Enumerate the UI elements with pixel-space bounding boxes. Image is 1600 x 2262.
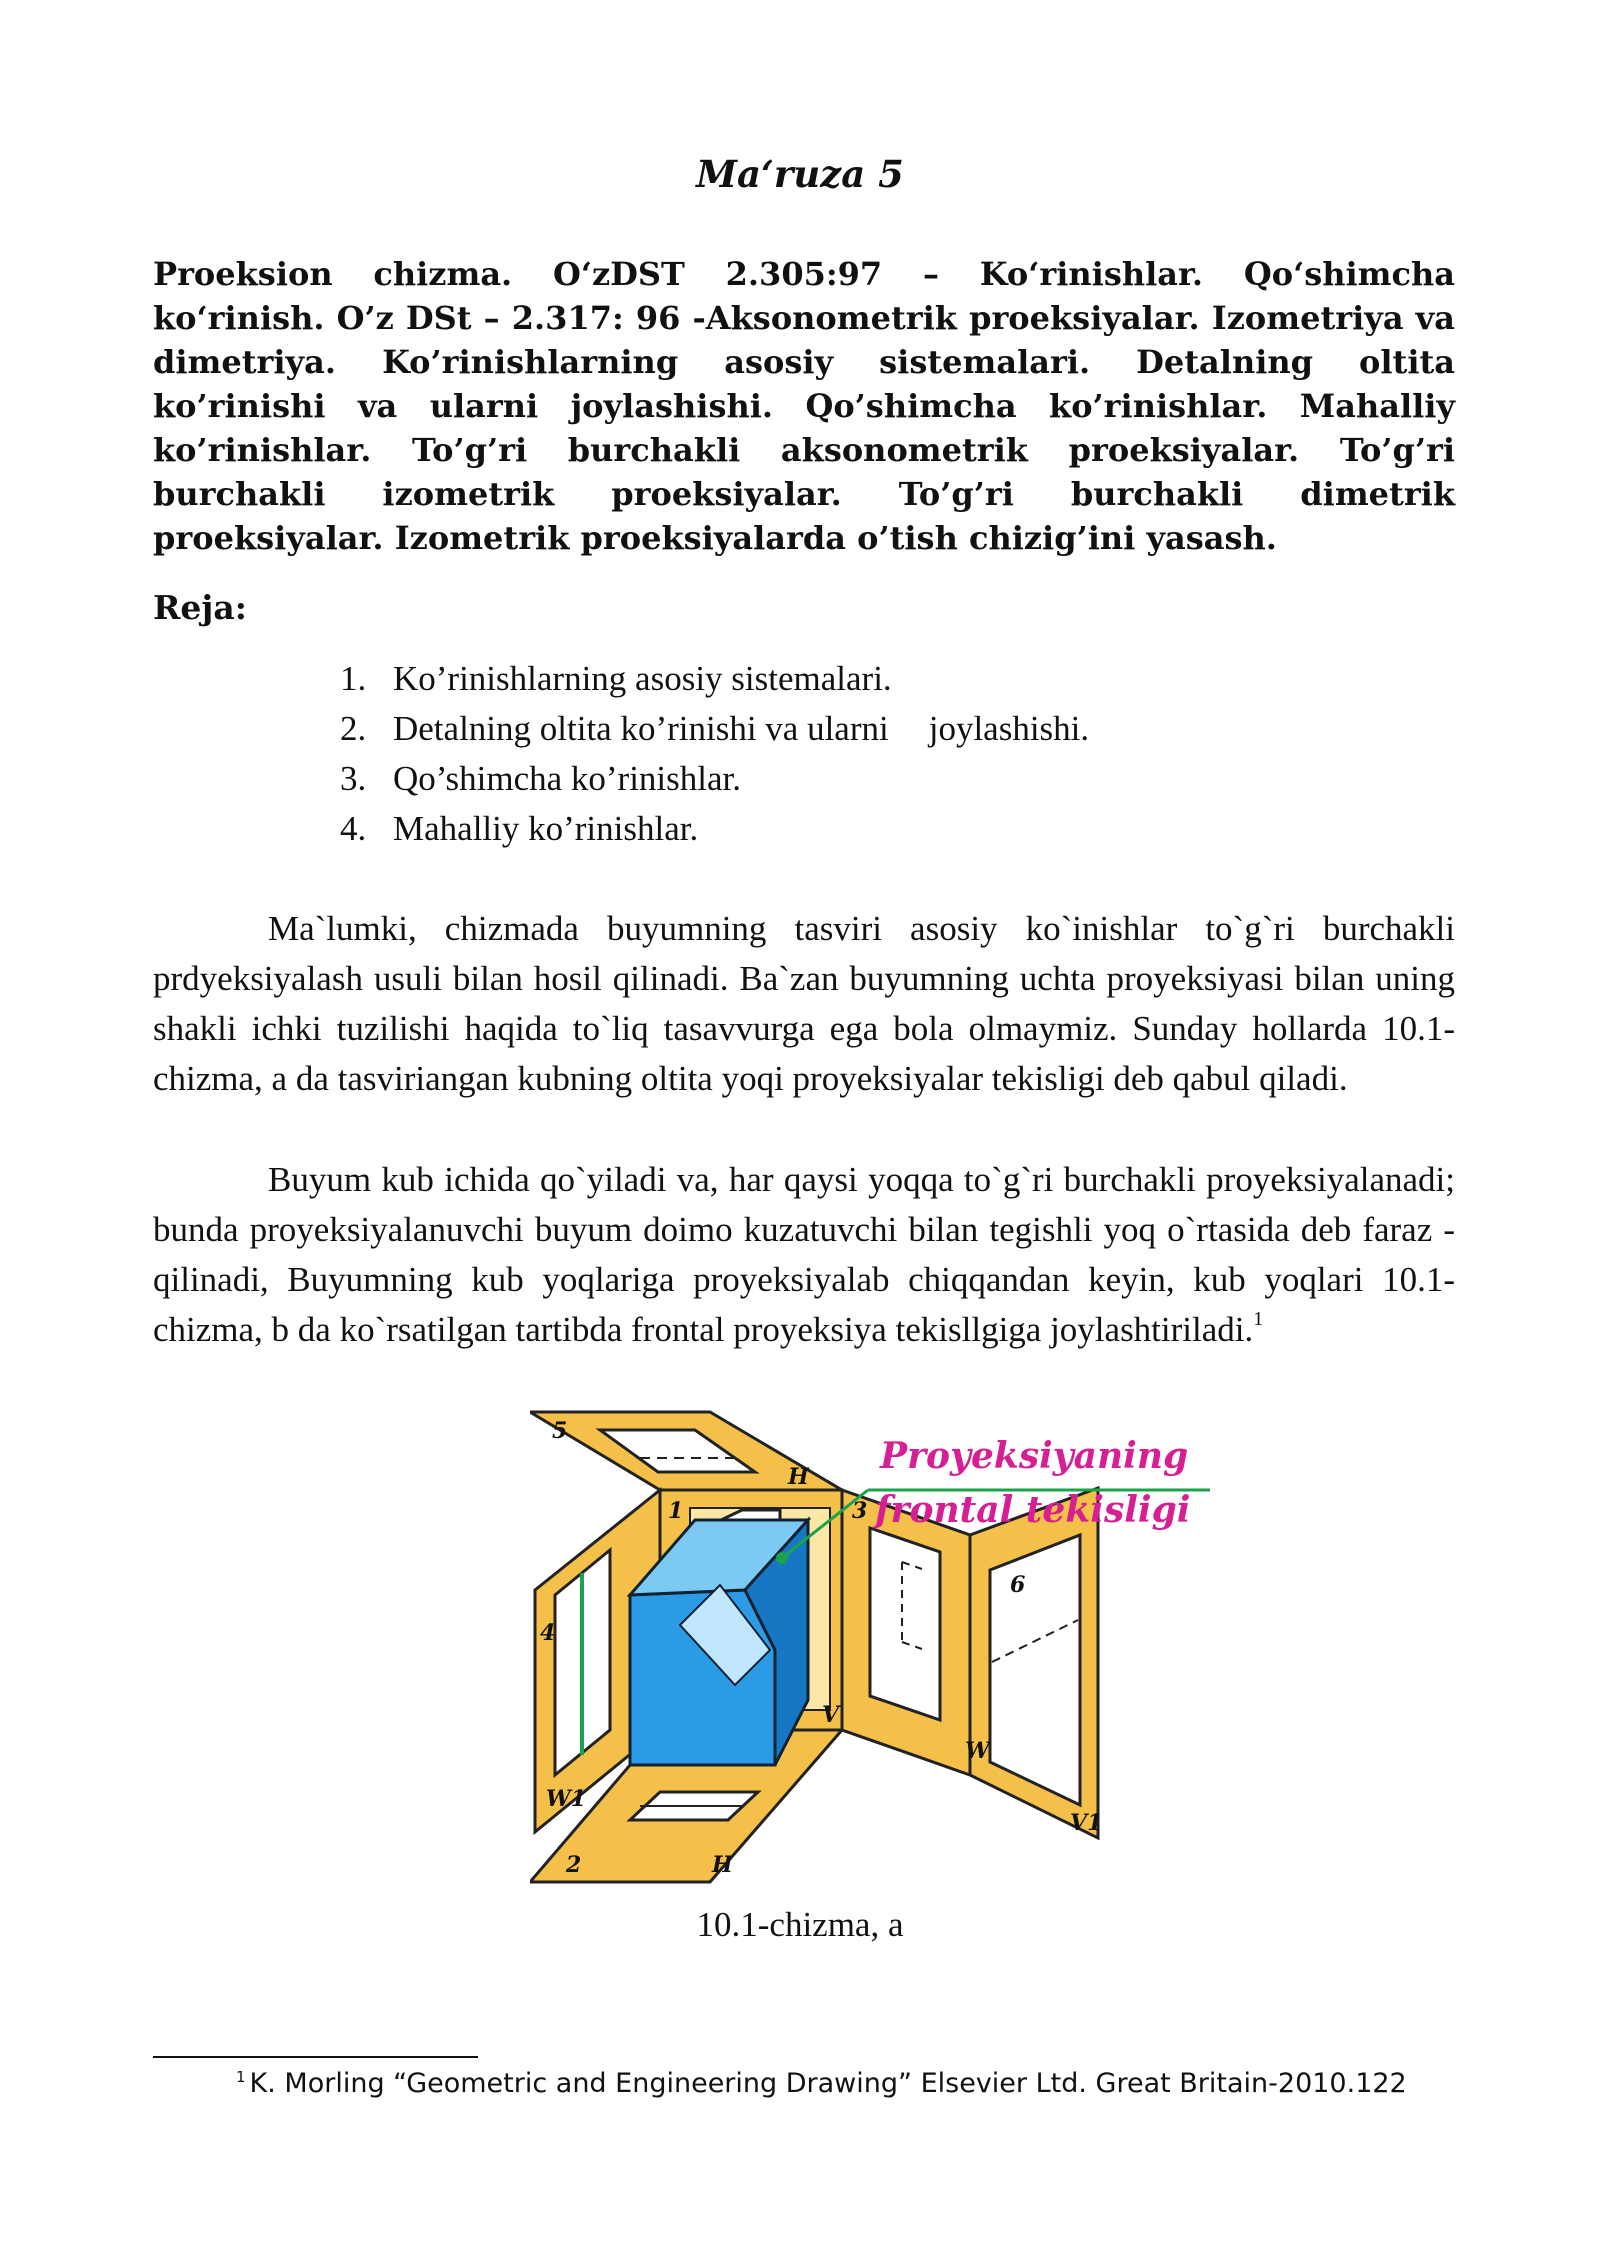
- plane-number: 6: [1010, 1572, 1026, 1598]
- plan-item: [340, 754, 1089, 804]
- plane-letter: H: [712, 1852, 733, 1878]
- plane-letter: V1: [1070, 1810, 1103, 1836]
- body-paragraph-2-text: Buyum kub ichida qo`yiladi va, har qaysi yoqqa to`g`ri burchakli proyeksiyalanadi; bunda proyeksiyalanuvchi buyum doimo kuzatuvchi bilan tegishli yoq o`rtasida deb faraz - qilinadi, Buyumning kub yoqlariga proyeksiyalab chiqqandan keyin, kub yoqlari 10.1- chizma, b da ko`rsatilgan tartibda frontal proyeksiya tekisllgiga joylashtiriladi.: [153, 1160, 1455, 1349]
- plan-item-text-cont: joylashishi.: [928, 709, 1090, 748]
- footnote-reference: 1: [1253, 1308, 1264, 1330]
- plane-letter: W: [965, 1738, 990, 1764]
- plan-heading: Reja:: [153, 588, 247, 627]
- plan-list: [340, 654, 1089, 854]
- plan-item-number: 3.: [340, 759, 367, 798]
- plane-letter: H: [788, 1464, 809, 1490]
- plan-item: [340, 704, 1089, 754]
- footnote-number: 1: [236, 2068, 246, 2086]
- figure-label-line1: Proyeksiyaning: [880, 1435, 1189, 1477]
- footnote-text: K. Morling “Geometric and Engineering Drawing” Elsevier Ltd. Great Britain-2010.122: [249, 2068, 1407, 2099]
- plane-number: 5: [552, 1418, 568, 1444]
- figure-drawing: [530, 1410, 1220, 1900]
- plan-item-number: 2.: [340, 709, 367, 748]
- plan-item-text: Qo’shimcha ko’rinishlar.: [393, 759, 742, 798]
- plane-number: 2: [566, 1852, 582, 1878]
- plan-item-number: 1.: [340, 659, 367, 698]
- unfolded-cube-figure: [530, 1410, 1220, 1900]
- plan-item-text: Mahalliy ko’rinishlar.: [393, 809, 699, 848]
- plan-item: [340, 804, 1089, 854]
- body-paragraph-1: Ma`lumki, chizmada buyumning tasviri asosiy ko`inishlar to`g`ri burchakli prdyeksiyalash usuli bilan hosil qilinadi. Ba`zan buyumning uchta proyeksiyasi bilan uning shakli ichki tuzilishi haqida to`liq tasavvurga ega bola olmaymiz. Sunday hollarda 10.1- chizma, a da tasviriangan kubning oltita yoqi proyeksiyalar tekisligi deb qabul qiladi.: [153, 909, 1455, 1098]
- plan-item-text: Detalning oltita ko’rinishi va ularni: [393, 709, 889, 748]
- plane-number: 3: [852, 1498, 868, 1524]
- lecture-topics: Proeksion chizma. O‘zDST 2.305:97 – Ko‘rinishlar. Qo‘shimcha ko‘rinish. O’z DSt – 2.317: 96 -Aksonometrik proeksiyalar. Izometriya va dimetriya. Ko’rinishlarning asosiy sistemalari. Detalning oltita ko’rinishi va ularni joylashishi. Qo’shimcha ko’rinishlar. Mahalliy ko’rinishlar. To’g’ri burchakli aksonometrik proeksiyalar. To’g’ri burchakli izometrik proeksiyalar. To’g’ri burchakli dimetrik proeksiyalar. Izometrik proeksiyalarda o’tish chizig’ini yasash.: [153, 255, 1455, 557]
- footnote: [236, 2068, 1407, 2099]
- plan-item-number: 4.: [340, 809, 367, 848]
- plane-number: 4: [540, 1620, 556, 1646]
- figure-caption: 10.1-chizma, a: [696, 1905, 904, 1944]
- figure-label-line2: frontal tekisligi: [875, 1489, 1191, 1531]
- body-paragraph-2: [153, 1155, 1455, 1355]
- plan-item-text: Ko’rinishlarning asosiy sistemalari.: [393, 659, 892, 698]
- plane-letter: W1: [546, 1786, 587, 1812]
- plan-item: [340, 654, 1089, 704]
- plane-letter: V: [822, 1702, 840, 1728]
- footnote-separator: [153, 2056, 478, 2058]
- lecture-title: Ma‘ruza 5: [696, 152, 904, 196]
- plane-number: 1: [668, 1498, 684, 1524]
